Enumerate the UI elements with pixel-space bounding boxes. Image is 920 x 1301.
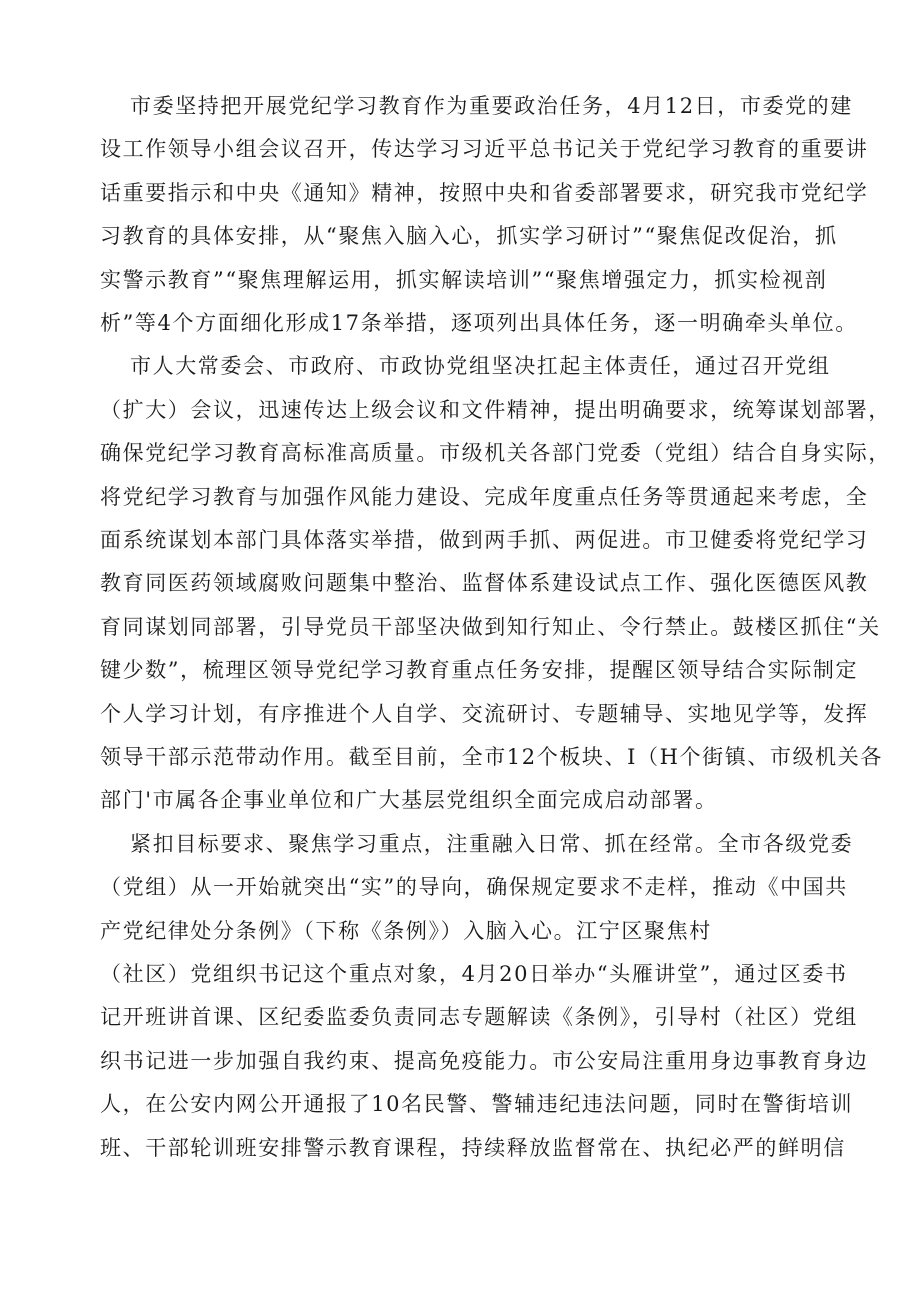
text-line: 紧扣目标要求、聚焦学习重点，注重融入日常、抓在经常。全市各级党委 [130,832,854,856]
text-line: 实警示教育”“聚焦理解运用，抓实解读培训”“聚焦增强定力，抓实检视剖 [100,268,828,292]
text-line: 话重要指示和中央《通知》精神，按照中央和省委部署要求，研究我市党纪学 [100,181,869,205]
text-line: 将党纪学习教育与加强作风能力建设、完成年度重点任务等贯通起来考虑，全 [100,485,869,509]
text-line: 市委坚持把开展党纪学习教育作为重要政治任务，4月12日，市委党的建 [130,94,853,118]
text-line: 记开班讲首课、区纪委监委负责同志专题解读《条例》，引导村（社区）党组 [100,1005,858,1029]
text-line: 教育同医药领域腐败问题集中整治、监督体系建设试点工作、强化医德医风教 [100,571,869,595]
text-line: （党组）从一开始就突出“实”的导向，确保规定要求不走样，推动《中国共 [100,875,848,899]
text-line: 人，在公安内网公开通报了10名民警、警辅违纪违法问题，同时在警街培训 [100,1092,854,1116]
text-line: 产党纪律处分条例》（下称《条例》）入脑入心。江宁区聚焦村 [100,919,712,943]
text-line: 习教育的具体安排，从“聚焦入脑入心，抓实学习研讨”“聚焦促改促治，抓 [100,224,838,248]
text-line: 部门'市属各企事业单位和广大基层党组织全面完成启动部署。 [100,788,718,812]
text-line: （社区）党组织书记这个重点对象，4月20日举办“头雁讲堂”，通过区委书 [100,962,848,986]
text-line: 设工作领导小组会议召开，传达学习习近平总书记关于党纪学习教育的重要讲 [100,137,869,161]
text-line: 确保党纪学习教育高标准高质量。市级机关各部门党委（党组）结合自身实际， [100,441,891,465]
text-line: 育同谋划同部署，引导党员干部坚决做到知行知止、令行禁止。鼓楼区抓住“关 [100,615,881,639]
text-line: 领导干部示范带动作用。截至目前，全市12个板块、I（H个街镇、市级机关各 [100,745,883,769]
text-line: 市人大常委会、市政府、市政协党组坚决扛起主体责任，通过召开党组 [130,354,831,378]
text-line: 键少数”，梳理区领导党纪学习教育重点任务安排，提醒区领导结合实际制定 [100,658,859,682]
text-line: 班、干部轮训班安排警示教育课程，持续释放监督常在、执纪必严的鲜明信 [100,1136,846,1160]
text-line: 析”等4个方面细化形成17条举措，逐项列出具体任务，逐一明确牵头单位。 [100,311,858,335]
text-line: 织书记进一步加强自我约束、提高免疫能力。市公安局注重用身边事教育身边 [100,1049,869,1073]
text-line: 个人学习计划，有序推进个人自学、交流研讨、专题辅导、实地见学等，发挥 [100,702,869,726]
text-line: （扩大）会议，迅速传达上级会议和文件精神，提出明确要求，统筹谋划部署， [100,398,891,422]
text-line: 面系统谋划本部门具体落实举措，做到两手抓、两促进。市卫健委将党纪学习 [100,528,869,552]
